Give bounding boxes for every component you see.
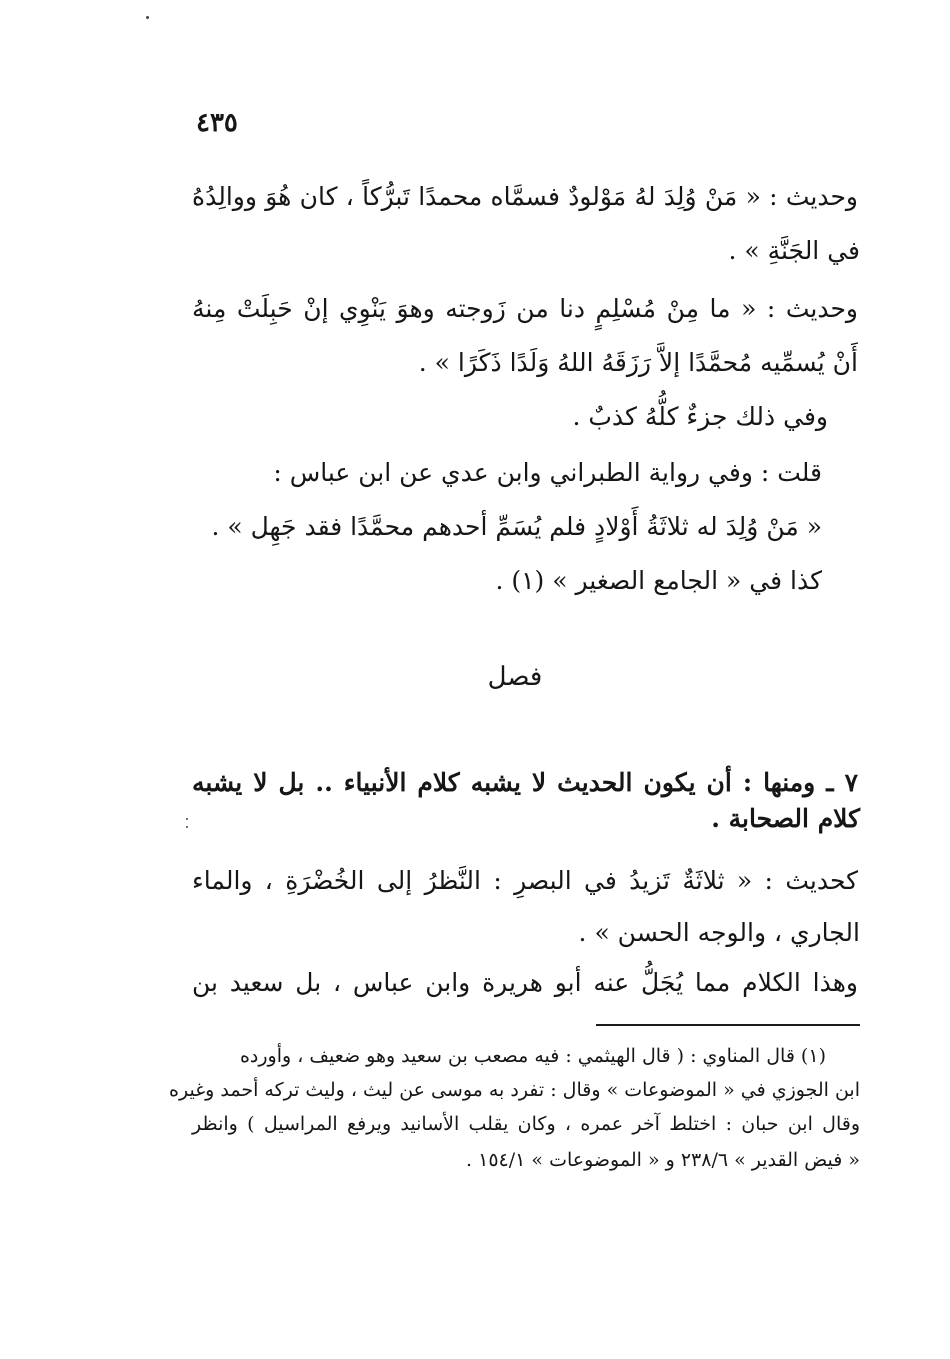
section-title: فصل (487, 662, 543, 692)
body-line-9: كحديث : « ثلاثَةٌ تَزيدُ في البصرِ : النَّظرُ إلى الخُضْرَةِ ، والماء (192, 866, 858, 895)
heading-line-2: كلام الصحابة . (711, 804, 860, 833)
scan-speck (146, 16, 149, 19)
scan-speck (186, 826, 188, 828)
heading-line-1: ٧ ـ ومنها : أن يكون الحديث لا يشبه كلام الأنبياء .. بل لا يشبه (192, 768, 858, 797)
scan-speck (186, 818, 188, 820)
body-line-10: الجاري ، والوجه الحسن » . (578, 918, 860, 947)
body-line-1: وحديث : « مَنْ وُلِدَ لهُ مَوْلودٌ فسمَّاه محمدًا تَبرُّكاً ، كان هُوَ ووالِدُهُ (192, 182, 858, 211)
footnote-line-4: « فيض القدير » ٢٣٨/٦ و « الموضوعات » ١٥٤/١ . (466, 1149, 860, 1171)
body-line-6: قلت : وفي رواية الطبراني وابن عدي عن ابن عباس : (273, 458, 822, 487)
footnote-line-2: ابن الجوزي في « الموضوعات » وقال : تفرد به موسى عن ليث ، وليث تركه أحمد وغيره (169, 1079, 860, 1101)
body-line-11: وهذا الكلام مما يُجَلُّ عنه أبو هريرة وابن عباس ، بل سعيد بن (192, 968, 858, 997)
page-number: ٤٣٥ (196, 108, 238, 138)
body-line-5: وفي ذلك جزءٌ كلُّهُ كذبٌ . (572, 402, 828, 431)
body-line-2: في الجَنَّةِ » . (728, 236, 860, 265)
footnote-line-1: (١) قال المناوي : ( قال الهيثمي : فيه مصعب بن سعيد وهو ضعيف ، وأورده (239, 1045, 826, 1067)
footnote-separator (596, 1024, 860, 1026)
footnote-line-3: وقال ابن حبان : اختلط آخر عمره ، وكان يقلب الأسانيد ويرفع المراسيل ) وانظر (192, 1113, 860, 1135)
body-line-7: « مَنْ وُلِدَ له ثلاثَةُ أَوْلادٍ فلم يُسَمِّ أحدهم محمَّدًا فقد جَهِل » . (211, 512, 822, 541)
body-line-4: أَنْ يُسمِّيه مُحمَّدًا إلاَّ رَزَقَهُ اللهُ وَلَدًا ذَكَرًا » . (418, 348, 858, 377)
body-line-3: وحديث : « ما مِنْ مُسْلِمٍ دنا من زَوجته وهوَ يَنْوِي إنْ حَبِلَتْ مِنهُ (192, 294, 858, 323)
body-line-8: كذا في « الجامع الصغير » (١) . (495, 566, 822, 595)
